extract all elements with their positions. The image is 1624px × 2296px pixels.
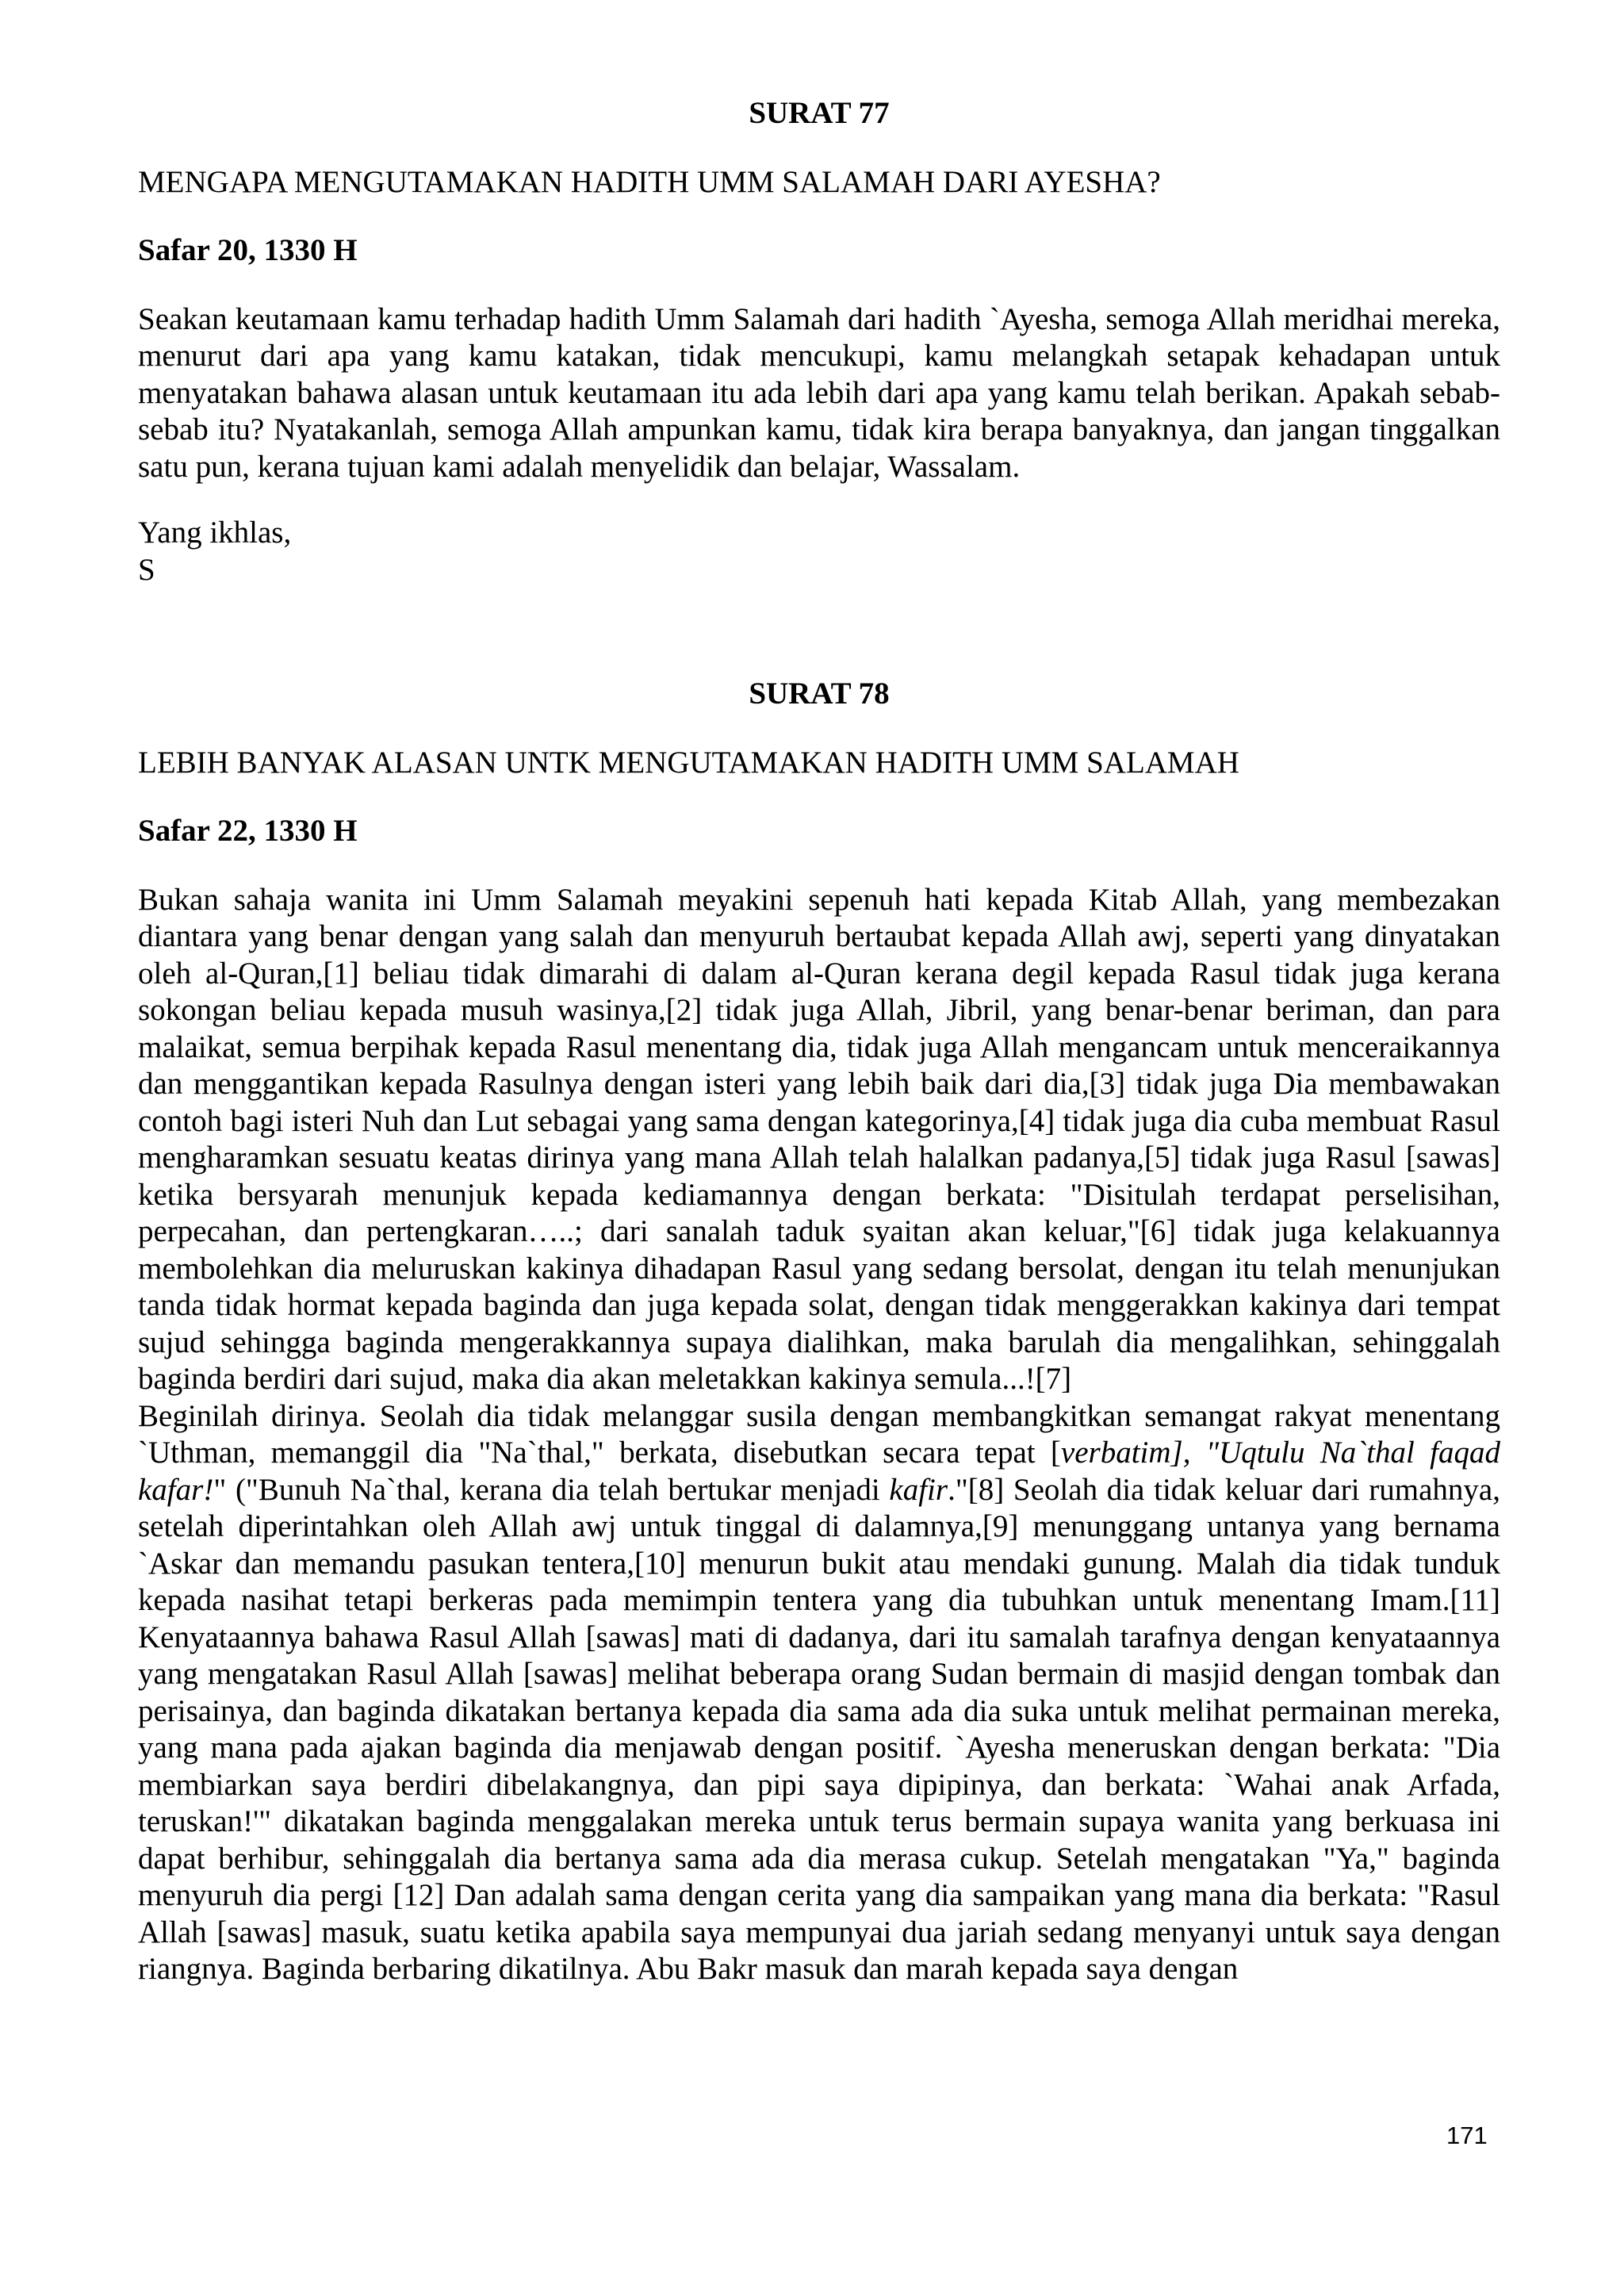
page-number: 171 <box>1446 2122 1488 2149</box>
letter-77-signature: S <box>138 552 155 587</box>
letter-78-paragraph-2 <box>138 1398 1500 1988</box>
letter-78-date: Safar 22, 1330 H <box>138 814 358 848</box>
paragraph-2-text-c: ."[8] Seolah dia tidak keluar dari rumahnya, setelah diperintahkan oleh Allah awj untuk tinggal di dalamnya,[9] menunggang untanya yang bernama `Askar dan memandu pasukan tentera,[10] menurun bukit atau mendaki gunung. Malah dia tidak tunduk kepada nasihat tetapi berkeras pada memimpin tentera yang dia tubuhkan untuk menentang Imam.[11] Kenyataannya bahawa Rasul Allah [sawas] mati di dadanya, dari itu samalah tarafnya dengan kenyataannya yang mengatakan Rasul Allah [sawas] melihat beberapa orang Sudan bermain di masjid dengan tombak dan perisainya, dan baginda dikatakan bertanya kepada dia sama ada dia suka untuk melihat permainan mereka, yang mana pada ajakan baginda dia menjawab dengan positif. `Ayesha meneruskan dengan berkata: "Dia membiarkan saya berdiri dibelakangnya, dan pipi saya dipipinya, dan berkata: `Wahai anak Arfada, teruskan!'" dikatakan baginda menggalakan mereka untuk terus bermain supaya wanita yang berkuasa ini dapat berhibur, sehinggalah dia bertanya sama ada dia merasa cukup. Setelah mengatakan "Ya," baginda menyuruh dia pergi [12] Dan adalah sama dengan cerita yang dia sampaikan yang mana dia berkata: "Rasul Allah [sawas] masuk, suatu ketika apabila saya mempunyai dua jariah sedang menyanyi untuk saya dengan riangnya. Baginda berbaring dikatilnya. Abu Bakr masuk dan marah kepada saya dengan <box>138 1472 1500 1986</box>
letter-77-title: MENGAPA MENGUTAMAKAN HADITH UMM SALAMAH DARI AYESHA? <box>138 164 1161 199</box>
paragraph-2-text-a: Beginilah dirinya. Seolah dia tidak melanggar susila dengan membangkitkan semangat rakyat menentang `Uthman, memanggil dia "Na`thal," berkata, disebutkan secara tepat [ <box>138 1398 1500 1470</box>
paragraph-2-text-b: " ("Bunuh Na`thal, kerana dia telah bertukar menjadi <box>213 1472 890 1507</box>
letter-77-closing: Yang ikhlas, <box>138 516 292 550</box>
letter-78-title: LEBIH BANYAK ALASAN UNTK MENGUTAMAKAN HADITH UMM SALAMAH <box>138 745 1239 780</box>
paragraph-2-italic-quote: verbatim], "Uqtulu Na`thal faqad kafar! <box>138 1435 1500 1507</box>
letter-77-heading: SURAT 77 <box>749 96 890 130</box>
letter-77-date: Safar 20, 1330 H <box>138 233 358 267</box>
letter-77-body: Seakan keutamaan kamu terhadap hadith Umm Salamah dari hadith `Ayesha, semoga Allah meridhai mereka, menurut dari apa yang kamu katakan, tidak mencukupi, kamu melangkah setapak kehadapan untuk menyatakan bahawa alasan untuk keutamaan itu ada lebih dari apa yang kamu telah berikan. Apakah sebab-sebab itu? Nyatakanlah, semoga Allah ampunkan kamu, tidak kira berapa banyaknya, dan jangan tinggalkan satu pun, kerana tujuan kami adalah menyelidik dan belajar, Wassalam. <box>138 301 1500 484</box>
paragraph-2-italic-kafir: kafir <box>889 1472 948 1507</box>
letter-78-paragraph-1: Bukan sahaja wanita ini Umm Salamah meyakini sepenuh hati kepada Kitab Allah, yang membezakan diantara yang benar dengan yang salah dan menyuruh bertaubat kepada Allah awj, seperti yang dinyatakan oleh al-Quran,[1] beliau tidak dimarahi di dalam al-Quran kerana degil kepada Rasul tidak juga kerana sokongan beliau kepada musuh wasinya,[2] tidak juga Allah, Jibril, yang benar-benar beriman, dan para malaikat, semua berpihak kepada Rasul menentang dia, tidak juga Allah mengancam untuk menceraikannya dan menggantikan kepada Rasulnya dengan isteri yang lebih baik dari dia,[3] tidak juga Dia membawakan contoh bagi isteri Nuh dan Lut sebagai yang sama dengan kategorinya,[4] tidak juga dia cuba membuat Rasul mengharamkan sesuatu keatas dirinya yang mana Allah telah halalkan padanya,[5] tidak juga Rasul [sawas] ketika bersyarah menunjuk kepada kediamannya dengan berkata: "Disitulah terdapat perselisihan, perpecahan, dan pertengkaran…..; dari sanalah taduk syaitan akan keluar,"[6] tidak juga kelakuannya membolehkan dia meluruskan kakinya dihadapan Rasul yang sedang bersolat, dengan itu telah menunjukan tanda tidak hormat kepada baginda dan juga kepada solat, dengan tidak menggerakkan kakinya dari tempat sujud sehingga baginda mengerakkannya supaya dialihkan, maka barulah dia mengalihkan, sehinggalah baginda berdiri dari sujud, maka dia akan meletakkan kakinya semula...![7] <box>138 882 1500 1396</box>
letter-78-heading: SURAT 78 <box>749 677 890 711</box>
page-content <box>138 95 1500 1988</box>
